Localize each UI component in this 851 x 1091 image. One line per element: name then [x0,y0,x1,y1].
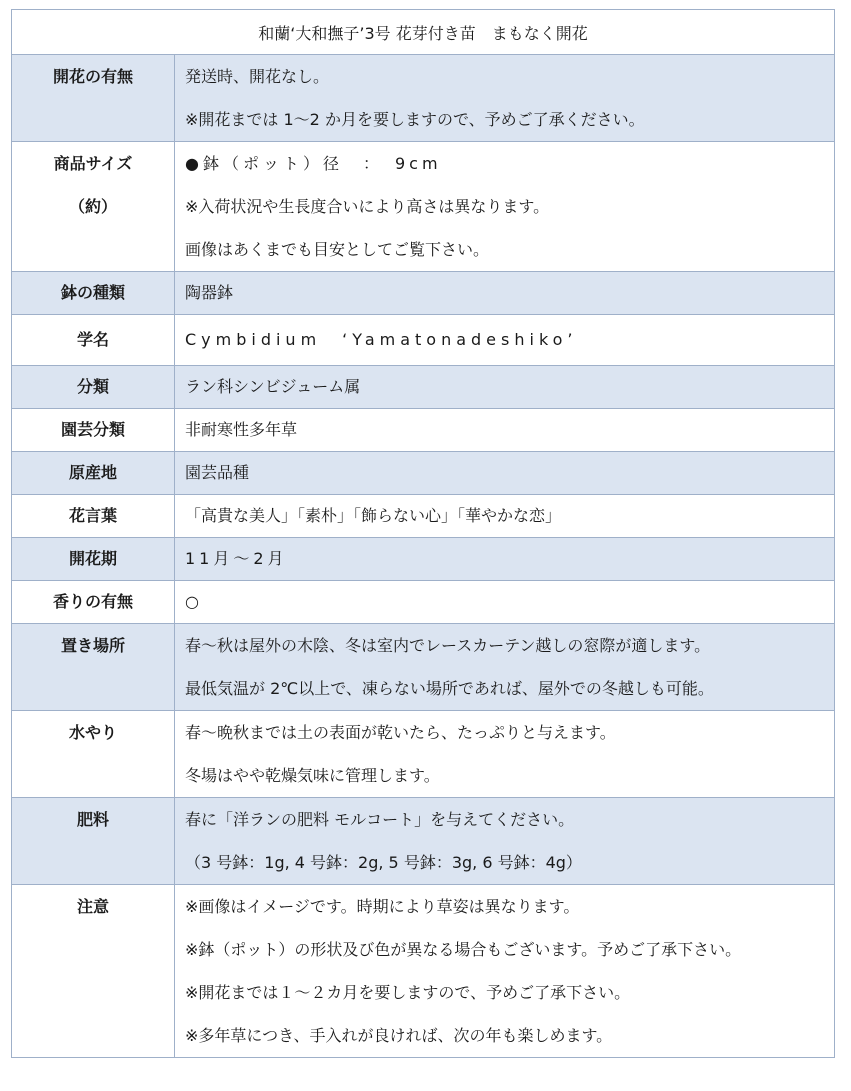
row-garden-class [12,409,834,452]
row-value: 発送時、開花なし。 ※開花までは 1～2 か月を要しますので、予めご了承ください。 [185,67,645,129]
row-flower-language [12,495,834,538]
row-label: 鉢の種類 [12,272,175,314]
row-scientific-name [12,315,834,366]
row-flowering-period [12,538,834,581]
row-value: Cymbidium ‘Yamatonadeshiko’ [185,330,578,349]
row-value: 春～晩秋までは土の表面が乾いたら、たっぷりと与えます。 冬場はやや乾燥気味に管理します。 [185,723,616,785]
row-watering [12,711,834,798]
row-bloom-status [12,55,834,142]
row-value: 非耐寒性多年草 [185,420,298,439]
row-label: 原産地 [12,452,175,494]
row-placement [12,624,834,711]
row-label: 香りの有無 [12,581,175,623]
row-label: 置き場所 [12,624,175,710]
row-classification [12,366,834,409]
row-value: ○ [185,592,199,611]
row-value: 「高貴な美人」「素朴」「飾らない心」「華やかな恋」 [185,506,562,525]
row-value: ●鉢（ポット）径 ： 9cm ※入荷状況や生長度合いにより高さは異なります。 画像はあくまでも目安としてご覧下さい。 [185,154,550,259]
row-label: 花言葉 [12,495,175,537]
row-value: 11月～2月 [185,549,288,568]
row-fertilizer [12,798,834,885]
row-label: 開花期 [12,538,175,580]
row-origin [12,452,834,495]
row-value: 陶器鉢 [185,283,234,302]
row-label: 学名 [12,315,175,365]
row-value: 園芸品種 [185,463,250,482]
product-title: 和蘭‘大和撫子’3号 花芽付き苗 まもなく開花 [12,10,834,55]
row-value: 春に「洋ランの肥料 モルコート」を与えてください。 （3 号鉢：1g, 4 号鉢：2g, 5 号鉢：3g, 6 号鉢：4g） [185,810,582,872]
product-info-table [11,9,835,1058]
row-label: 注意 [12,885,175,1057]
row-pot-type [12,272,834,315]
row-label: 園芸分類 [12,409,175,451]
row-size [12,142,834,272]
row-label: 肥料 [12,798,175,884]
row-label: 分類 [12,366,175,408]
row-label: 開花の有無 [12,55,175,141]
row-value: 春～秋は屋外の木陰、冬は室内でレースカーテン越しの窓際が適します。 最低気温が 2℃以上で、凍らない場所であれば、屋外での冬越しも可能。 [185,636,714,698]
row-label: 水やり [12,711,175,797]
row-value: ※画像はイメージです。時期により草姿は異なります。 ※鉢（ポット）の形状及び色が異なる場合もございます。予めご了承下さい。 ※開花までは１～２カ月を要しますので、予めご了承下さい。 ※多年草につき、手入れが良ければ、次の年も楽しめます。 [185,897,742,1045]
row-notes [12,885,834,1057]
row-value: ラン科シンビジューム属 [185,377,361,396]
row-fragrance [12,581,834,624]
row-label: 商品サイズ （約） [12,142,175,271]
